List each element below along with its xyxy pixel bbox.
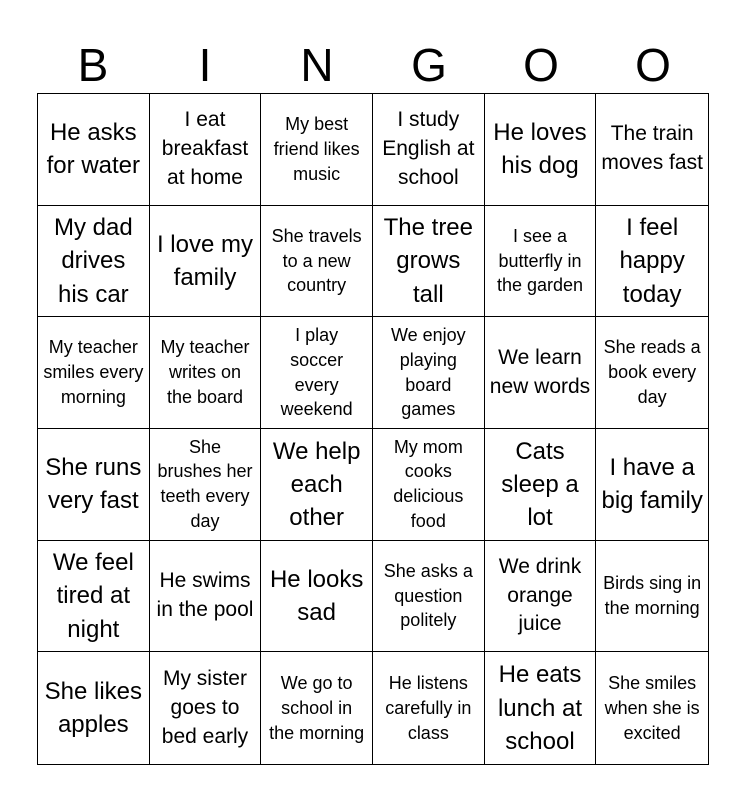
bingo-cell: My sister goes to bed early [150, 652, 262, 764]
bingo-cell: She likes apples [38, 652, 150, 764]
bingo-cell: She travels to a new country [261, 206, 373, 318]
bingo-header [37, 36, 709, 94]
bingo-cell: I play soccer every weekend [261, 317, 373, 429]
header-letter-i: I [198, 39, 212, 91]
bingo-cell: My mom cooks delicious food [373, 429, 485, 541]
header-letter-n: N [300, 39, 334, 91]
bingo-cell: We drink orange juice [485, 541, 597, 653]
bingo-cell: He loves his dog [485, 94, 597, 206]
bingo-cell: The train moves fast [596, 94, 708, 206]
bingo-cell: He asks for water [38, 94, 150, 206]
bingo-cell: She reads a book every day [596, 317, 708, 429]
bingo-cell: I love my family [150, 206, 262, 318]
bingo-grid [37, 93, 709, 765]
bingo-cell: I have a big family [596, 429, 708, 541]
bingo-cell: We enjoy playing board games [373, 317, 485, 429]
header-letter-o: O [523, 39, 559, 91]
bingo-cell: I see a butterfly in the garden [485, 206, 597, 318]
bingo-cell: Cats sleep a lot [485, 429, 597, 541]
bingo-cell: My best friend likes music [261, 94, 373, 206]
header-letter-o-2: O [635, 39, 671, 91]
bingo-cell: Birds sing in the morning [596, 541, 708, 653]
bingo-cell: I feel happy today [596, 206, 708, 318]
bingo-cell: He eats lunch at school [485, 652, 597, 764]
bingo-cell: My dad drives his car [38, 206, 150, 318]
bingo-cell: We learn new words [485, 317, 597, 429]
bingo-cell: She runs very fast [38, 429, 150, 541]
bingo-cell: I eat breakfast at home [150, 94, 262, 206]
bingo-cell: He swims in the pool [150, 541, 262, 653]
bingo-cell: My teacher smiles every morning [38, 317, 150, 429]
bingo-cell: She asks a question politely [373, 541, 485, 653]
bingo-cell: He looks sad [261, 541, 373, 653]
bingo-cell: We go to school in the morning [261, 652, 373, 764]
header-letter-g: G [411, 39, 447, 91]
bingo-cell: I study English at school [373, 94, 485, 206]
bingo-cell: The tree grows tall [373, 206, 485, 318]
bingo-cell: We feel tired at night [38, 541, 150, 653]
bingo-cell: My teacher writes on the board [150, 317, 262, 429]
bingo-cell: She smiles when she is excited [604, 672, 700, 743]
bingo-cell: He listens carefully in class [373, 652, 485, 764]
bingo-cell: She brushes her teeth every day [150, 429, 262, 541]
bingo-cell: We help each other [261, 429, 373, 541]
header-letter-b: B [77, 39, 109, 91]
